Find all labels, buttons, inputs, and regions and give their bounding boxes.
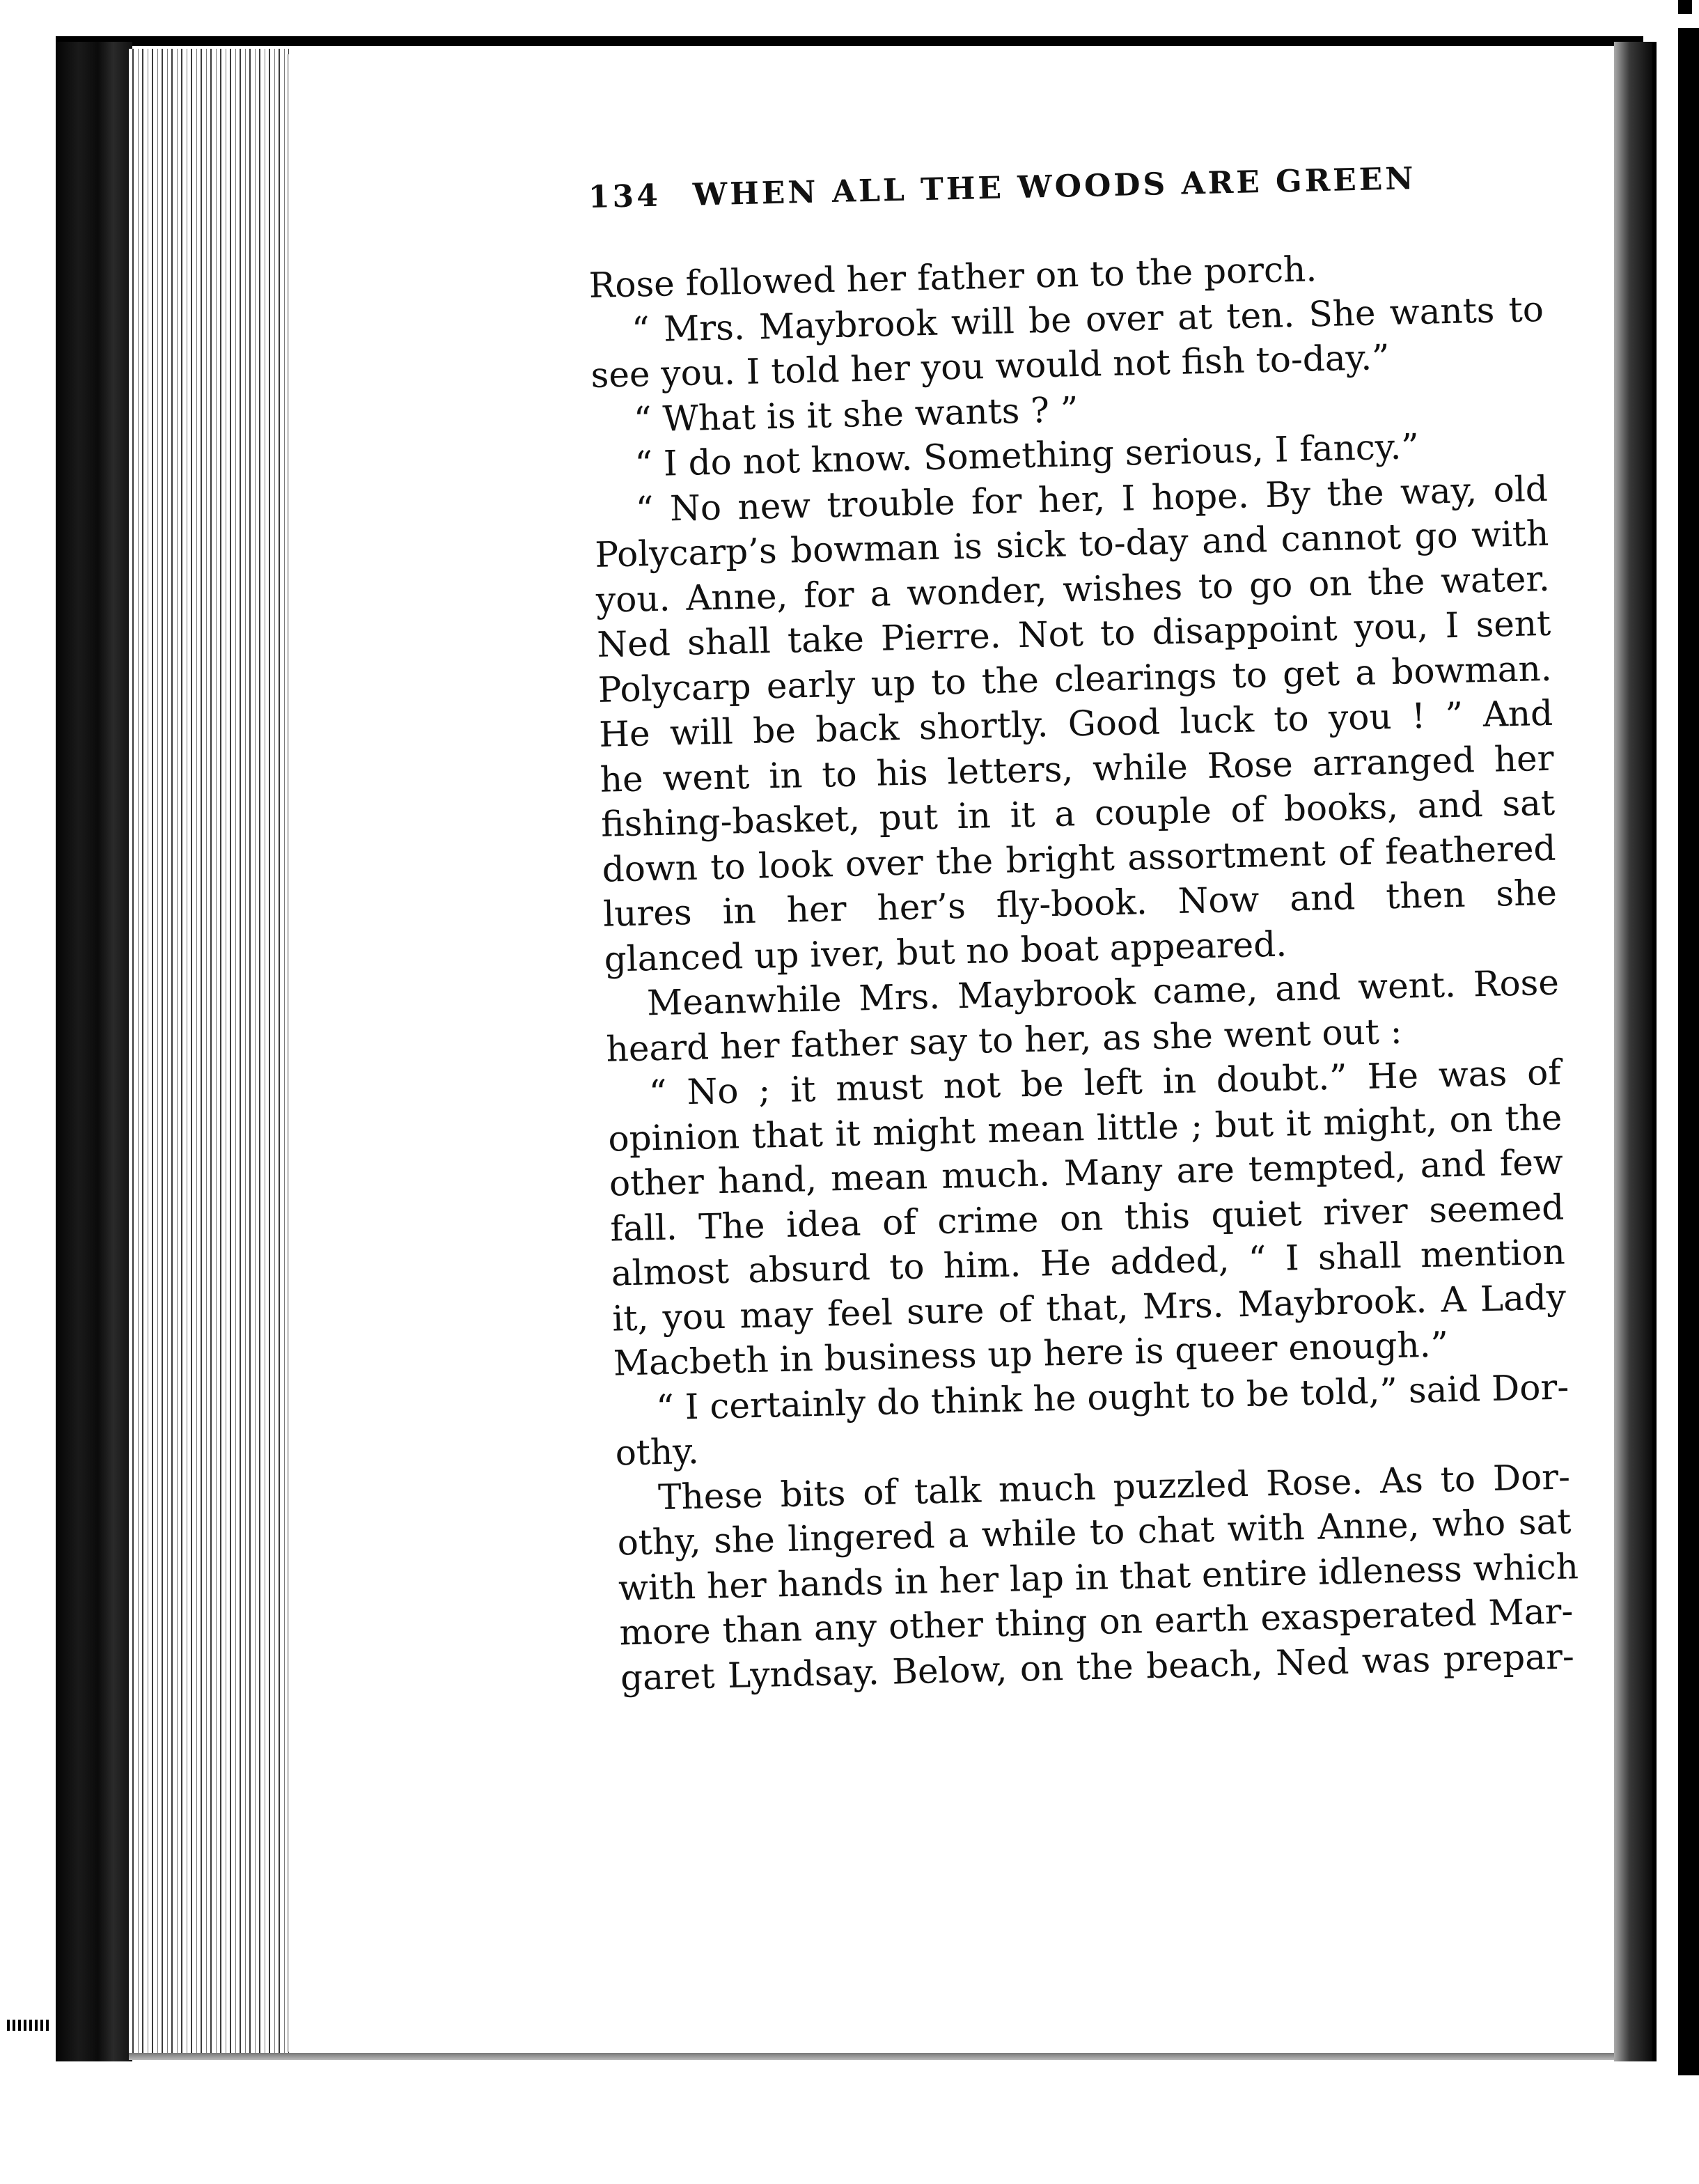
- text-line: othy.: [615, 1430, 700, 1474]
- text-line: “ I certainly do think he ought to be told,” said Dor-: [655, 1366, 1569, 1428]
- text-line: more than any other thing on earth exasperated Mar-: [618, 1591, 1574, 1653]
- text-line: it, you may feel sure of that, Mrs. Maybrook. A Lady: [611, 1277, 1567, 1339]
- scan-edge-mark: [7, 2020, 49, 2031]
- text-line: other hand, mean much. Many are tempted, and few: [609, 1141, 1564, 1204]
- text-line: he went in to his letters, while Rose arranged her: [600, 738, 1555, 800]
- text-line: you. Anne, for a wonder, wishes to go on the water.: [595, 558, 1551, 621]
- text-line: see you. I told her you would not fish to-day.”: [590, 336, 1391, 396]
- text-line: almost absurd to him. He added, “ I shall mention: [611, 1231, 1566, 1294]
- text-line: Polycarp early up to the clearings to get a bowman.: [597, 648, 1553, 710]
- scan-right-border: [1678, 28, 1699, 2075]
- text-line: “ No ; it must not be left in doubt.” He was of: [648, 1052, 1562, 1114]
- text-line: He will be back shortly. Good luck to you ! ” And: [598, 692, 1553, 755]
- text-line: glanced up iver, but no boat appeared.: [604, 923, 1287, 980]
- scan-corner-mark: [1678, 0, 1692, 14]
- text-line: opinion that it might mean little ; but it might, on the: [607, 1097, 1563, 1160]
- page-bottom-edge: [129, 2053, 1619, 2060]
- text-line: down to look over the bright assortment of feathered: [602, 827, 1557, 890]
- book-spine: [56, 42, 132, 2061]
- text-line: These bits of talk much puzzled Rose. As to Dor-: [657, 1456, 1571, 1518]
- text-line: fishing-basket, put in it a couple of books, and sat: [600, 782, 1556, 845]
- text-line: Rose followed her father on to the porch.: [588, 249, 1317, 306]
- book-gutter: [1614, 42, 1652, 2061]
- text-line: “ I do not know. Something serious, I fancy.”: [634, 426, 1420, 485]
- page-edges: [129, 49, 289, 2054]
- page-number: 134: [588, 178, 661, 215]
- text-line: othy, she lingered a while to chat with Anne, who sat: [617, 1501, 1572, 1563]
- text-line: “ Mrs. Maybrook will be over at ten. She wants to: [631, 288, 1544, 350]
- text-line: “ No new trouble for her, I hope. By the way, old: [635, 468, 1549, 530]
- text-line: garet Lyndsay. Below, on the beach, Ned was prepar-: [620, 1635, 1575, 1698]
- text-line: with her hands in her lap in that entire idleness which: [618, 1545, 1579, 1609]
- text-line: Macbeth in business up here is queer enough.”: [613, 1324, 1449, 1384]
- text-line: “ What is it she wants ? ”: [633, 389, 1079, 440]
- text-line: lures in her her’s fly-book. Now and then she: [602, 872, 1558, 935]
- body-text: [588, 242, 1579, 1701]
- text-line: Ned shall take Pierre. Not to disappoint you, I sent: [596, 602, 1551, 665]
- text-line: fall. The idea of crime on this quiet river seemed: [609, 1187, 1565, 1249]
- text-line: Polycarp’s bowman is sick to-day and cannot go with: [594, 513, 1549, 575]
- scan-top-border: [56, 36, 1643, 46]
- text-line: heard her father say to her, as she went out :: [605, 1011, 1403, 1070]
- text-line: Meanwhile Mrs. Maybrook came, and went. Rose: [646, 962, 1560, 1024]
- running-title: WHEN ALL THE WOODS ARE GREEN: [692, 161, 1417, 213]
